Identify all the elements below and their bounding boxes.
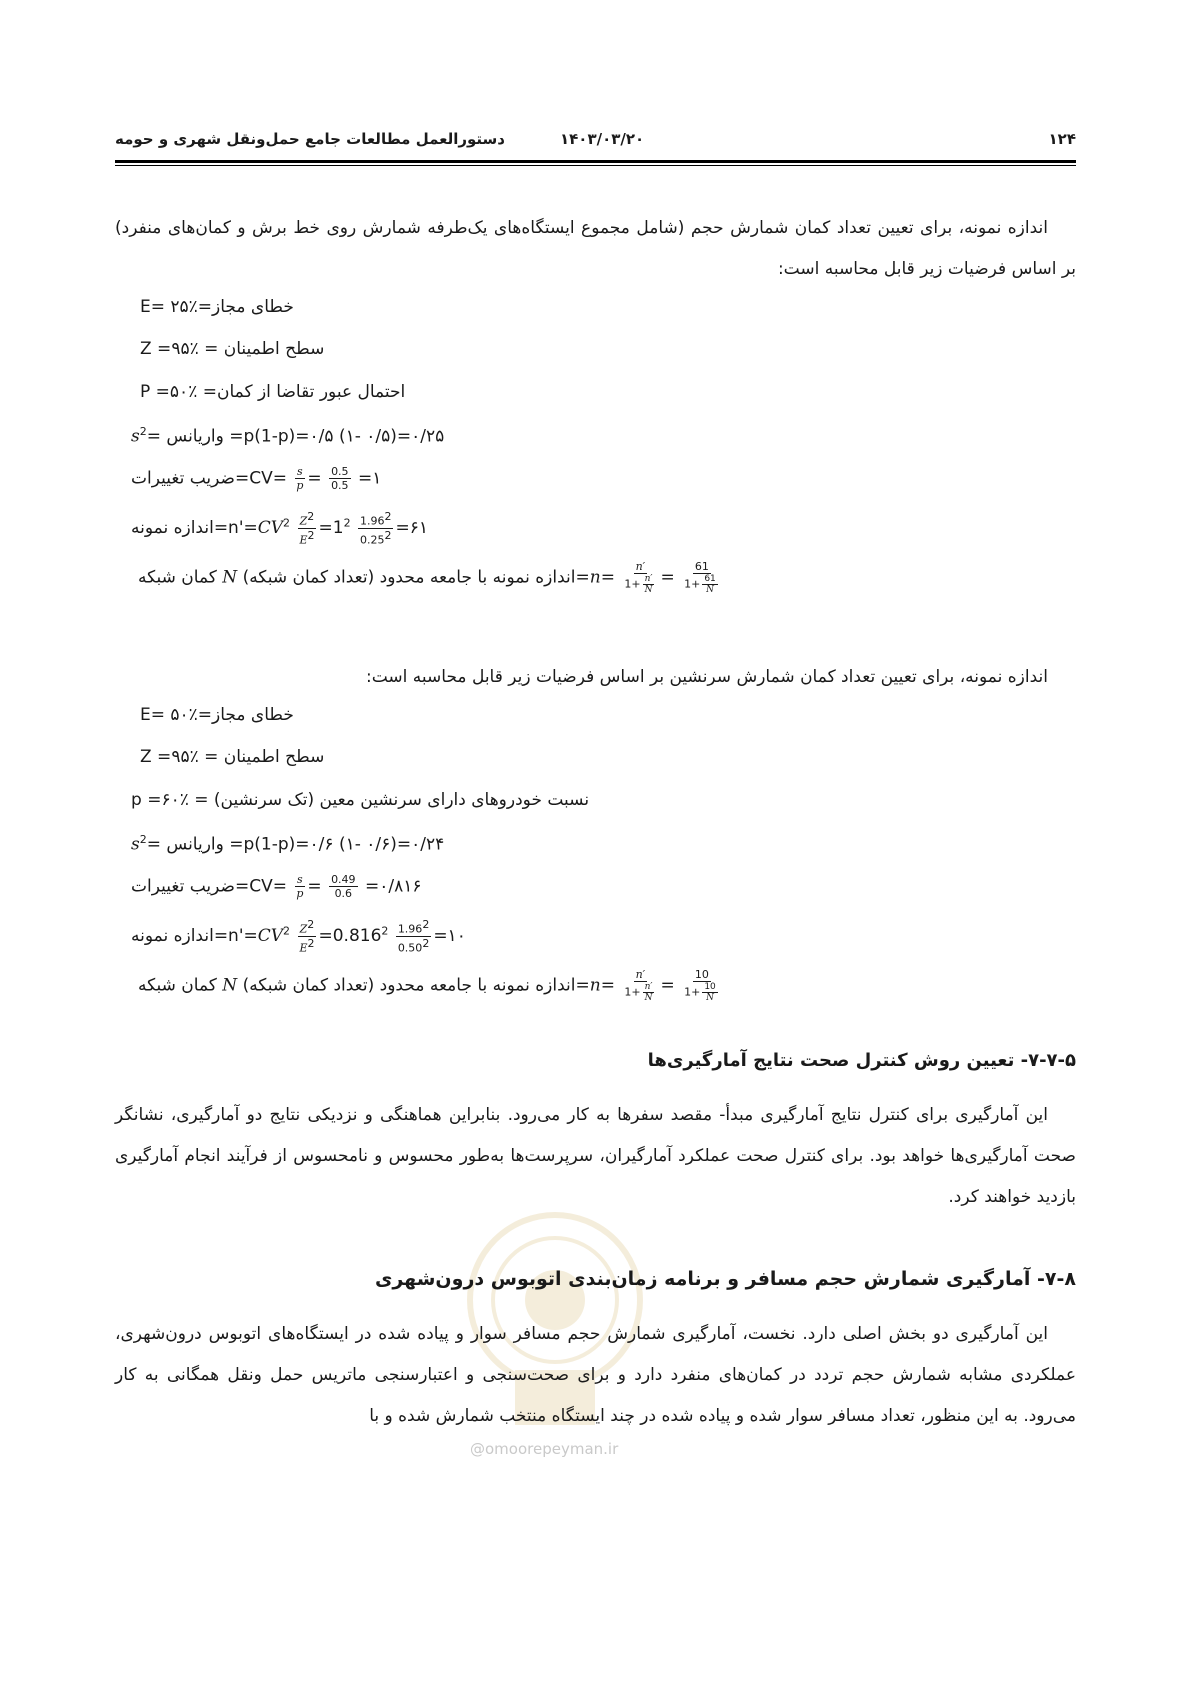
document-date: ۱۴۰۳/۰۳/۲۰	[560, 130, 645, 148]
volume-finite-line: کمان شبکه N اندازه نمونه با جامعه محدود (تعداد کمان شبکه)=n= n′ 1+ $\frac{n'}{N}$ = 61 1+ $\frac{61}{N}$	[138, 560, 724, 596]
occupancy-size-frac-values: $\frac{1.96^2}{0.50^2}$	[397, 918, 430, 955]
volume-size-frac-symbol: $\frac{Z^2}{E^2}$	[299, 510, 315, 547]
volume-variance-label: واریانس	[166, 426, 224, 447]
volume-variance-expr: =p(1-p)=۰/۵ (۱- ۰/۵)=۰/۲۵	[229, 426, 445, 447]
volume-cv-frac-symbol: $\frac{s}{p}$	[296, 465, 304, 492]
volume-error-label: خطای مجاز=٪۲۵ =E	[140, 297, 294, 317]
occupancy-cv-frac-symbol: $\frac{s}{p}$	[296, 873, 304, 900]
document-title: دستورالعمل مطالعات جامع حمل‌ونقل شهری و حومه	[115, 130, 505, 148]
occupancy-size-frac-symbol: $\frac{Z^2}{E^2}$	[299, 918, 315, 955]
header-rule-thin	[115, 165, 1076, 166]
volume-size-coef: 1	[332, 518, 344, 539]
volume-network-arcs: کمان شبکه	[138, 567, 217, 588]
occupancy-finite-label: اندازه نمونه با جامعه محدود (تعداد کمان شبکه)	[242, 975, 576, 996]
volume-size-frac-values: $\frac{1.96^2}{0.25^2}$	[359, 510, 392, 547]
occupancy-cv-label: ضریب تغییرات	[131, 876, 235, 897]
volume-confidence-label: سطح اطمینان = ٪۹۵= Z	[140, 339, 325, 359]
occupancy-error-line	[140, 705, 294, 741]
occupancy-size-line: اندازه $نمونه=n'=CV^2$ $\frac{Z^2}{E^2}$ $=0.816^2$ $\frac{1.96^2}{0.50^2}$ =۱۰	[131, 918, 466, 955]
occupancy-probability-line	[131, 790, 589, 826]
section-7-8-body: این آمارگیری دو بخش اصلی دارد. نخست، آمارگیری شمارش حجم مسافر سوار و پیاده شده در ایستگاه‌های اتوبوس درون‌شهری، عملکردی مشابه شمارش حجم تردد در کمان‌های منفرد دارد و برای صحت‌سنجی و اعتبارسنجی ماتریس حمل ونقل همگانی به کار می‌رود. به این منظور، تعداد مسافر سوار شده و پیاده شده در چند ایستگاه منتخب شمارش شده و با	[115, 1324, 1076, 1426]
occupancy-cv-frac-values: $\frac{0.49}{0.6}$	[331, 873, 356, 900]
occupancy-variance-line: $s^2=$ واریانس =p(1-p)=۰/۶ (۱- ۰/۶)=۰/۲۴	[131, 833, 445, 855]
volume-finite-frac-values: 61 1+ $\frac{61}{N}$	[684, 560, 716, 595]
volume-cv-line: ضریب تغییرات=CV= $\frac{s}{p}$ = $\frac{0.5}{0.5}$ =۱	[131, 465, 382, 492]
volume-cv-label: ضریب تغییرات	[131, 468, 235, 489]
occupancy-error-label: خطای مجاز=٪۵۰ =E	[140, 705, 294, 725]
volume-intro-paragraph: اندازه نمونه، برای تعیین تعداد کمان شمارش حجم (شامل مجموع ایستگاه‌های یک‌طرفه شمارش روی خط برش و کمان‌های منفرد) بر اساس فرضیات زیر قابل محاسبه است:	[115, 218, 1076, 279]
occupancy-finite-frac-symbol: n′ 1+ $\frac{n'}{N}$	[624, 968, 653, 1003]
occupancy-size-coef: 0.816	[332, 926, 382, 947]
occupancy-cv-line: ضریب تغییرات=CV= $\frac{s}{p}$ = $\frac{0.49}{0.6}$ =۰/۸۱۶	[131, 873, 422, 900]
volume-confidence-line	[140, 339, 324, 375]
volume-probability-line	[140, 382, 405, 418]
volume-finite-label: اندازه نمونه با جامعه محدود (تعداد کمان شبکه)	[242, 567, 576, 588]
occupancy-confidence-line	[140, 747, 324, 783]
occupancy-cv-result: =۰/۸۱۶	[364, 876, 422, 897]
volume-variance-line: $s^2=$ واریانس =p(1-p)=۰/۵ (۱- ۰/۵)=۰/۲۵	[131, 425, 445, 447]
volume-finite-frac-symbol: n′ 1+ $\frac{n'}{N}$	[624, 560, 653, 595]
occupancy-confidence-label: سطح اطمینان = ٪۹۵= Z	[140, 747, 325, 767]
occupancy-variance-label: واریانس	[166, 834, 224, 855]
volume-size-result: =۶۱	[395, 518, 428, 539]
section-7-8-heading: ۷-۸- آمارگیری شمارش حجم مسافر و برنامه زمان‌بندی اتوبوس درون‌شهری	[374, 1268, 1076, 1290]
occupancy-size-label: اندازه نمونه	[131, 926, 214, 947]
volume-probability-label: احتمال عبور تقاضا از کمان= ٪۵۰= P	[140, 382, 406, 402]
occupancy-network-arcs: کمان شبکه	[138, 975, 217, 996]
page-number: ۱۲۴	[1048, 130, 1076, 148]
section-7-7-5-body: این آمارگیری برای کنترل نتایج آمارگیری مبدأ- مقصد سفرها به کار می‌رود. بنابراین هماهنگی و نزدیکی نتایج دو آمارگیری، نشانگر صحت آمارگیری‌ها خواهد بود. برای کنترل صحت عملکرد آمارگیران، سرپرست‌ها به‌طور محسوس و نامحسوس از فرآیند انجام آمارگیری بازدید خواهند کرد.	[115, 1105, 1076, 1207]
watermark-text: @omoorepeyman.ir	[470, 1440, 619, 1458]
volume-size-label: اندازه نمونه	[131, 518, 214, 539]
occupancy-finite-frac-values: 10 1+ $\frac{10}{N}$	[684, 968, 716, 1003]
volume-cv-result: =۱	[357, 468, 382, 489]
volume-cv-frac-values: $\frac{0.5}{0.5}$	[331, 465, 349, 492]
occupancy-intro-paragraph: اندازه نمونه، برای تعیین تعداد کمان شمارش سرنشین بر اساس فرضیات زیر قابل محاسبه است:	[366, 667, 1048, 687]
volume-size-line: اندازه $نمونه=n'=CV^2$ $\frac{Z^2}{E^2}$ $=1^2$ $\frac{1.96^2}{0.25^2}$ =۶۱	[131, 510, 428, 547]
header-rule-thick	[115, 160, 1076, 163]
section-7-7-5-heading: ۷-۷-۵- تعیین روش کنترل صحت نتایج آمارگیری‌ها	[647, 1050, 1076, 1071]
occupancy-finite-line: کمان شبکه N اندازه نمونه با جامعه محدود (تعداد کمان شبکه)=n= n′ 1+ $\frac{n'}{N}$ = 10 1+ $\frac{10}{N}$	[138, 968, 724, 1004]
volume-error-line	[140, 297, 294, 333]
occupancy-variance-expr: =p(1-p)=۰/۶ (۱- ۰/۶)=۰/۲۴	[229, 834, 445, 855]
occupancy-size-result: =۱۰	[433, 926, 466, 947]
occupancy-probability-label: نسبت خودروهای دارای سرنشین معین (تک سرنشین) = ٪۶۰= p	[131, 790, 590, 810]
